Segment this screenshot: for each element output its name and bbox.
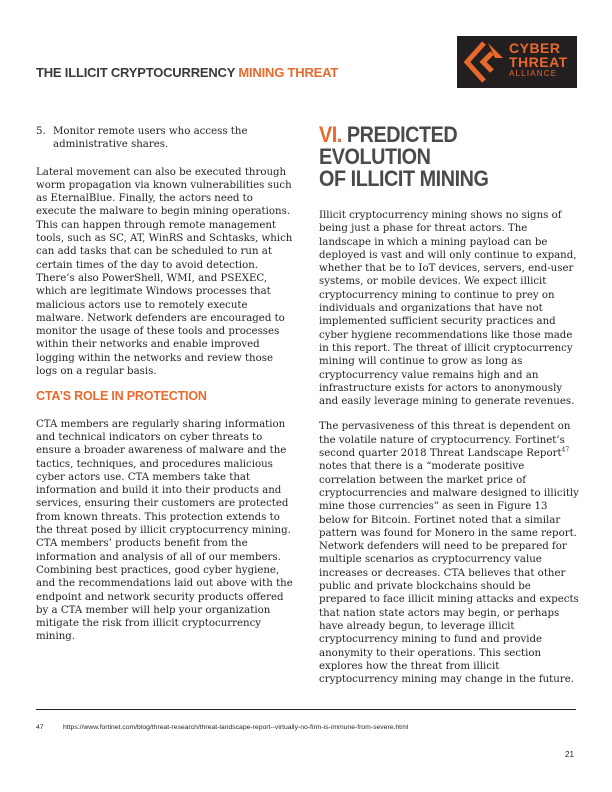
running-head-accent: MINING THREAT	[238, 65, 339, 80]
cta-logo	[457, 36, 577, 88]
section-title-line-1: PREDICTED EVOLUTION	[319, 122, 458, 169]
logo-wordmark	[509, 41, 568, 79]
cta-role-paragraph: CTA members are regularly sharing information and technical indicators on cyber threats to ensure a broader awareness of malware and the tactics, techniques, and procedures malicious cyber actors use. CTA members take that information and build it into their products and services, ensuring their customers are protected from known threats. This protection extends to the threat posed by illicit cryptocurrency mining. CTA members’ products benefit from the information and analysis of all of our members. Combining best practices, good cyber hygiene, and the recommendations laid out above with the endpoint and network security products offered by a CTA member will help your organization mitigate the risk from illicit cryptocurrency mining.	[36, 418, 293, 643]
section-title-line-2: OF ILLICIT MINING	[319, 166, 489, 191]
logo-line-3: ALLIANCE	[509, 69, 558, 78]
para2-after-ref: notes that there is a “moderate positive correlation between the market price of cryptocurrencies and malware designed to illicitly mine those currencies” as seen in Figure 13 below for Bitcoin. Fortinet noted that a similar pattern was found for Monero in the same report. Network defenders will need to be prepared for multiple scenarios as cryptocurrency value increases or decreases. CTA believes that other public and private blockchains should be prepared to face illicit mining attacks and expects that nation state actors may begin, or perhaps have already begun, to leverage illicit cryptocurrency mining to fund and provide anonymity to their operations. This section explores how the threat from illicit cryptocurrency mining may change in the future.	[319, 461, 579, 686]
list-item-text: Monitor remote users who access the administrative shares.	[53, 126, 248, 151]
logo-line-1: CYBER	[509, 40, 561, 56]
para2-before-ref: The pervasiveness of this threat is dependent on the volatile nature of cryptocurrency. Fortinet’s second quarter 2018 Threat Landscape Report	[319, 421, 571, 460]
footnote	[36, 724, 408, 731]
footnote-divider	[36, 709, 576, 710]
logo-line-2: THREAT	[509, 54, 568, 70]
running-head	[36, 65, 338, 80]
right-column	[319, 124, 581, 698]
section-number: VI.	[319, 122, 342, 147]
footnote-number: 47	[36, 724, 44, 731]
list-item-number: 5.	[36, 126, 46, 137]
footnote-reference[interactable]: 47	[561, 446, 570, 454]
running-head-main: THE ILLICIT CRYPTOCURRENCY	[36, 65, 239, 80]
cta-logo-mark-icon	[462, 40, 506, 84]
footnote-url-link[interactable]: https://www.fortinet.com/blog/threat-research/threat-landscape-report--virtually-no-firm-is-immune-from-severe.html	[63, 724, 409, 731]
list-item	[36, 125, 294, 152]
lateral-movement-paragraph: Lateral movement can also be executed through worm propagation via known vulnerabilities such as EternalBlue. Finally, the actors need to execute the malware to begin mining operations. This can happen through remote management tools, such as SC, AT, WinRS and Schtasks, which can add tasks that can be scheduled to run at certain times of the day to avoid detection. There’s also PowerShell, WMI, and PSEXEC, which are legitimate Windows processes that malicious actors use to remotely execute malware. Network defenders are encouraged to monitor the usage of these tools and processes within their networks and enable improved logging within the networks and review those logs on a regular basis.	[36, 166, 293, 378]
section-title	[319, 124, 555, 190]
evolution-paragraph-1: Illicit cryptocurrency mining shows no signs of being just a phase for threat actors. The landscape in which a mining payload can be deployed is vast and will only continue to expand, whether that be to IoT devices, servers, end-user systems, or mobile devices. We expect illicit cryptocurrency mining to continue to prey on individuals and organizations that have not implemented sufficient security practices and cyber hygiene recommendations like those made in this report. The threat of illicit cryptocurrency mining will continue to grow as long as cryptocurrency value remains high and an infrastructure exists for actors to anonymously and easily leverage mining to generate revenues.	[319, 210, 577, 408]
page-number: 21	[565, 750, 574, 759]
cta-role-subhead: CTA’S ROLE IN PROTECTION	[36, 389, 207, 404]
evolution-paragraph-2	[319, 420, 581, 686]
left-column	[36, 125, 294, 656]
